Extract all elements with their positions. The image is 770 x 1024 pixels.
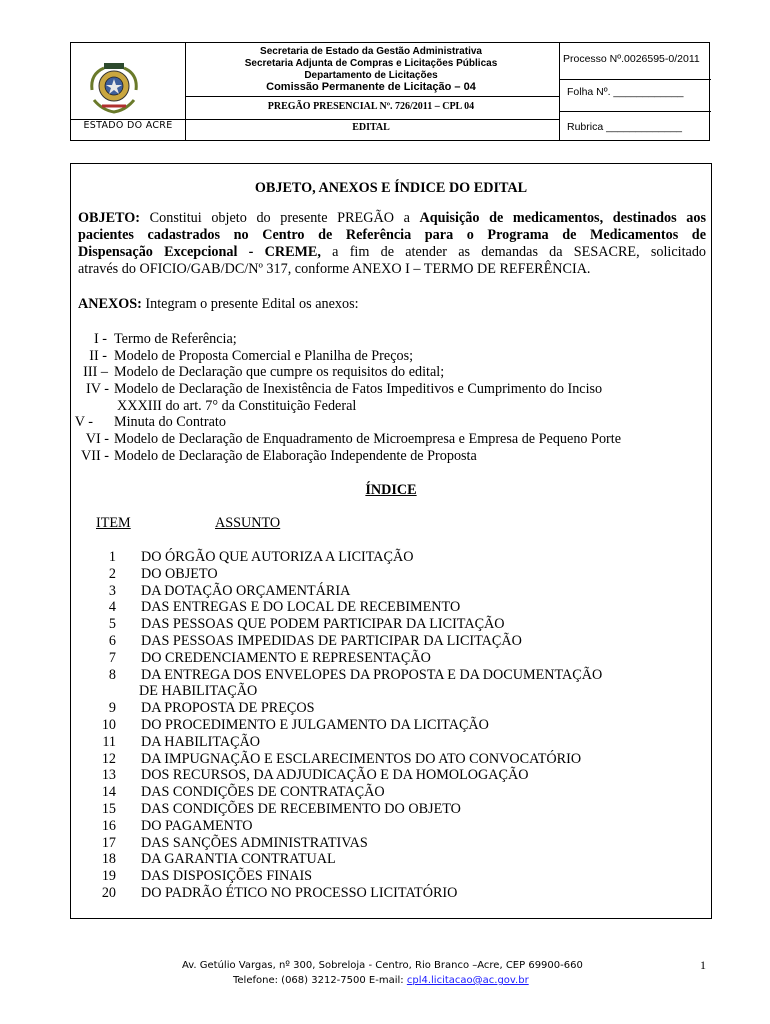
index-number: 8 xyxy=(108,666,116,683)
page-number: 1 xyxy=(700,958,706,972)
header-line-2: Secretaria Adjunta de Compras e Licitações Públicas xyxy=(244,58,498,69)
objeto-line-2: pacientes cadastrados no Centro de Referência para o Programa de Medicamentos de xyxy=(78,227,706,243)
anexo-text: Minuta do Contrato xyxy=(114,414,226,430)
anexo-text: XXXIII do art. 7° da Constituição Federal xyxy=(117,398,357,414)
footer-contact: Telefone: (068) 3212-7500 E-mail: cpl4.licitacao@ac.gov.br xyxy=(233,975,529,986)
index-subject: DA HABILITAÇÃO xyxy=(141,733,261,750)
index-number: 7 xyxy=(108,649,116,666)
index-subject: DAS CONDIÇÕES DE CONTRATAÇÃO xyxy=(141,784,385,801)
indice-title: ÍNDICE xyxy=(365,482,417,498)
estado-label: ESTADO DO ACRE xyxy=(83,120,173,131)
index-number: 2 xyxy=(108,565,116,582)
index-number: 13 xyxy=(101,767,116,784)
objeto-line-3: Dispensação Excepcional - CREME, a fim de atender as demandas da SESACRE, solicitado xyxy=(78,244,707,260)
index-subject: DE HABILITAÇÃO xyxy=(139,683,258,700)
header-line-3: Departamento de Licitações xyxy=(304,70,438,81)
index-subject: DAS DISPOSIÇÕES FINAIS xyxy=(141,868,313,885)
anexo-number: IV - xyxy=(86,381,109,397)
edital-label: EDITAL xyxy=(352,122,390,133)
coat-of-arms-icon xyxy=(84,60,144,116)
index-number: 10 xyxy=(101,717,116,733)
index-number: 1 xyxy=(108,549,116,565)
index-number: 11 xyxy=(102,733,116,750)
index-subject: DO PADRÃO ÉTICO NO PROCESSO LICITATÓRIO xyxy=(141,885,458,901)
anexo-text: Modelo de Declaração de Inexistência de Fatos Impeditivos e Cumprimento do Inciso xyxy=(114,381,603,397)
index-number: 20 xyxy=(101,885,116,901)
index-subject: DAS PESSOAS IMPEDIDAS DE PARTICIPAR DA LICITAÇÃO xyxy=(141,633,522,649)
anexo-text: Modelo de Proposta Comercial e Planilha de Preços; xyxy=(114,348,414,364)
index-number: 4 xyxy=(108,599,116,616)
index-subject: DOS RECURSOS, DA ADJUDICAÇÃO E DA HOMOLOGAÇÃO xyxy=(141,767,529,784)
index-number: 5 xyxy=(108,616,116,633)
index-number: 15 xyxy=(101,801,116,817)
folha-field: Folha Nº. ____________ xyxy=(567,86,684,98)
header-line-4: Comissão Permanente de Licitação – 04 xyxy=(266,81,476,93)
index-subject: DAS PESSOAS QUE PODEM PARTICIPAR DA LICITAÇÃO xyxy=(141,616,505,633)
anexo-text: Modelo de Declaração de Enquadramento de Microempresa e Empresa de Pequeno Porte xyxy=(114,431,622,447)
index-subject: DA DOTAÇÃO ORÇAMENTÁRIA xyxy=(141,582,351,599)
rubrica-field: Rubrica _____________ xyxy=(567,121,683,133)
anexo-number: II - xyxy=(89,348,107,364)
objeto-line-1: OBJETO: Constitui objeto do presente PREGÃO a Aquisição de medicamentos, destinados aos xyxy=(78,210,706,226)
processo-number: Processo Nº.0026595-0/2011 xyxy=(563,53,700,65)
anexo-text: Modelo de Declaração de Elaboração Independente de Proposta xyxy=(114,448,477,464)
section-title: OBJETO, ANEXOS E ÍNDICE DO EDITAL xyxy=(254,180,528,196)
anexo-number: III – xyxy=(83,364,108,380)
header-line-1: Secretaria de Estado da Gestão Administrativa xyxy=(260,46,482,57)
index-subject: DO ÓRGÃO QUE AUTORIZA A LICITAÇÃO xyxy=(141,549,414,565)
anexo-text: Termo de Referência; xyxy=(114,331,237,347)
footer-address: Av. Getúlio Vargas, nº 300, Sobreloja - Centro, Rio Branco –Acre, CEP 69900-660 xyxy=(182,960,583,971)
index-number: 16 xyxy=(101,817,116,834)
index-subject: DAS SANÇÕES ADMINISTRATIVAS xyxy=(141,834,368,851)
index-subject: DAS ENTREGAS E DO LOCAL DE RECEBIMENTO xyxy=(141,599,461,616)
email-link[interactable]: cpl4.licitacao@ac.gov.br xyxy=(406,975,529,986)
index-subject: DO OBJETO xyxy=(141,565,218,582)
index-subject: DO PAGAMENTO xyxy=(141,817,253,834)
objeto-line-4: através do OFICIO/GAB/DC/Nº 317, conforme ANEXO I – TERMO DE REFERÊNCIA. xyxy=(78,261,591,277)
index-number: 17 xyxy=(101,834,116,851)
index-subject: DAS CONDIÇÕES DE RECEBIMENTO DO OBJETO xyxy=(141,801,461,817)
col-assunto-header: ASSUNTO xyxy=(215,515,281,531)
index-subject: DA IMPUGNAÇÃO E ESCLARECIMENTOS DO ATO CONVOCATÓRIO xyxy=(141,750,582,767)
index-number: 6 xyxy=(108,633,116,649)
anexos-intro: ANEXOS: Integram o presente Edital os anexos: xyxy=(78,296,359,312)
index-number: 3 xyxy=(108,582,116,599)
index-subject: DO CREDENCIAMENTO E REPRESENTAÇÃO xyxy=(141,649,431,666)
index-subject: DO PROCEDIMENTO E JULGAMENTO DA LICITAÇÃO xyxy=(141,717,489,733)
anexo-number: VII - xyxy=(81,448,109,464)
index-number: 18 xyxy=(101,851,116,868)
index-subject: DA ENTREGA DOS ENVELOPES DA PROPOSTA E DA DOCUMENTAÇÃO xyxy=(141,666,603,683)
anexo-number: VI - xyxy=(85,431,109,447)
index-number: 12 xyxy=(101,750,116,767)
index-number: 9 xyxy=(108,700,116,717)
pregao-number: PREGÃO PRESENCIAL Nº. 726/2011 – CPL 04 xyxy=(267,101,475,112)
index-subject: DA GARANTIA CONTRATUAL xyxy=(141,851,336,868)
index-number: 14 xyxy=(101,784,116,801)
anexo-text: Modelo de Declaração que cumpre os requisitos do edital; xyxy=(114,364,445,380)
index-number: 19 xyxy=(101,868,116,885)
col-item-header: ITEM xyxy=(96,515,131,531)
anexo-number: I - xyxy=(94,331,107,347)
anexo-number: V - xyxy=(74,414,93,430)
index-subject: DA PROPOSTA DE PREÇOS xyxy=(141,700,315,717)
